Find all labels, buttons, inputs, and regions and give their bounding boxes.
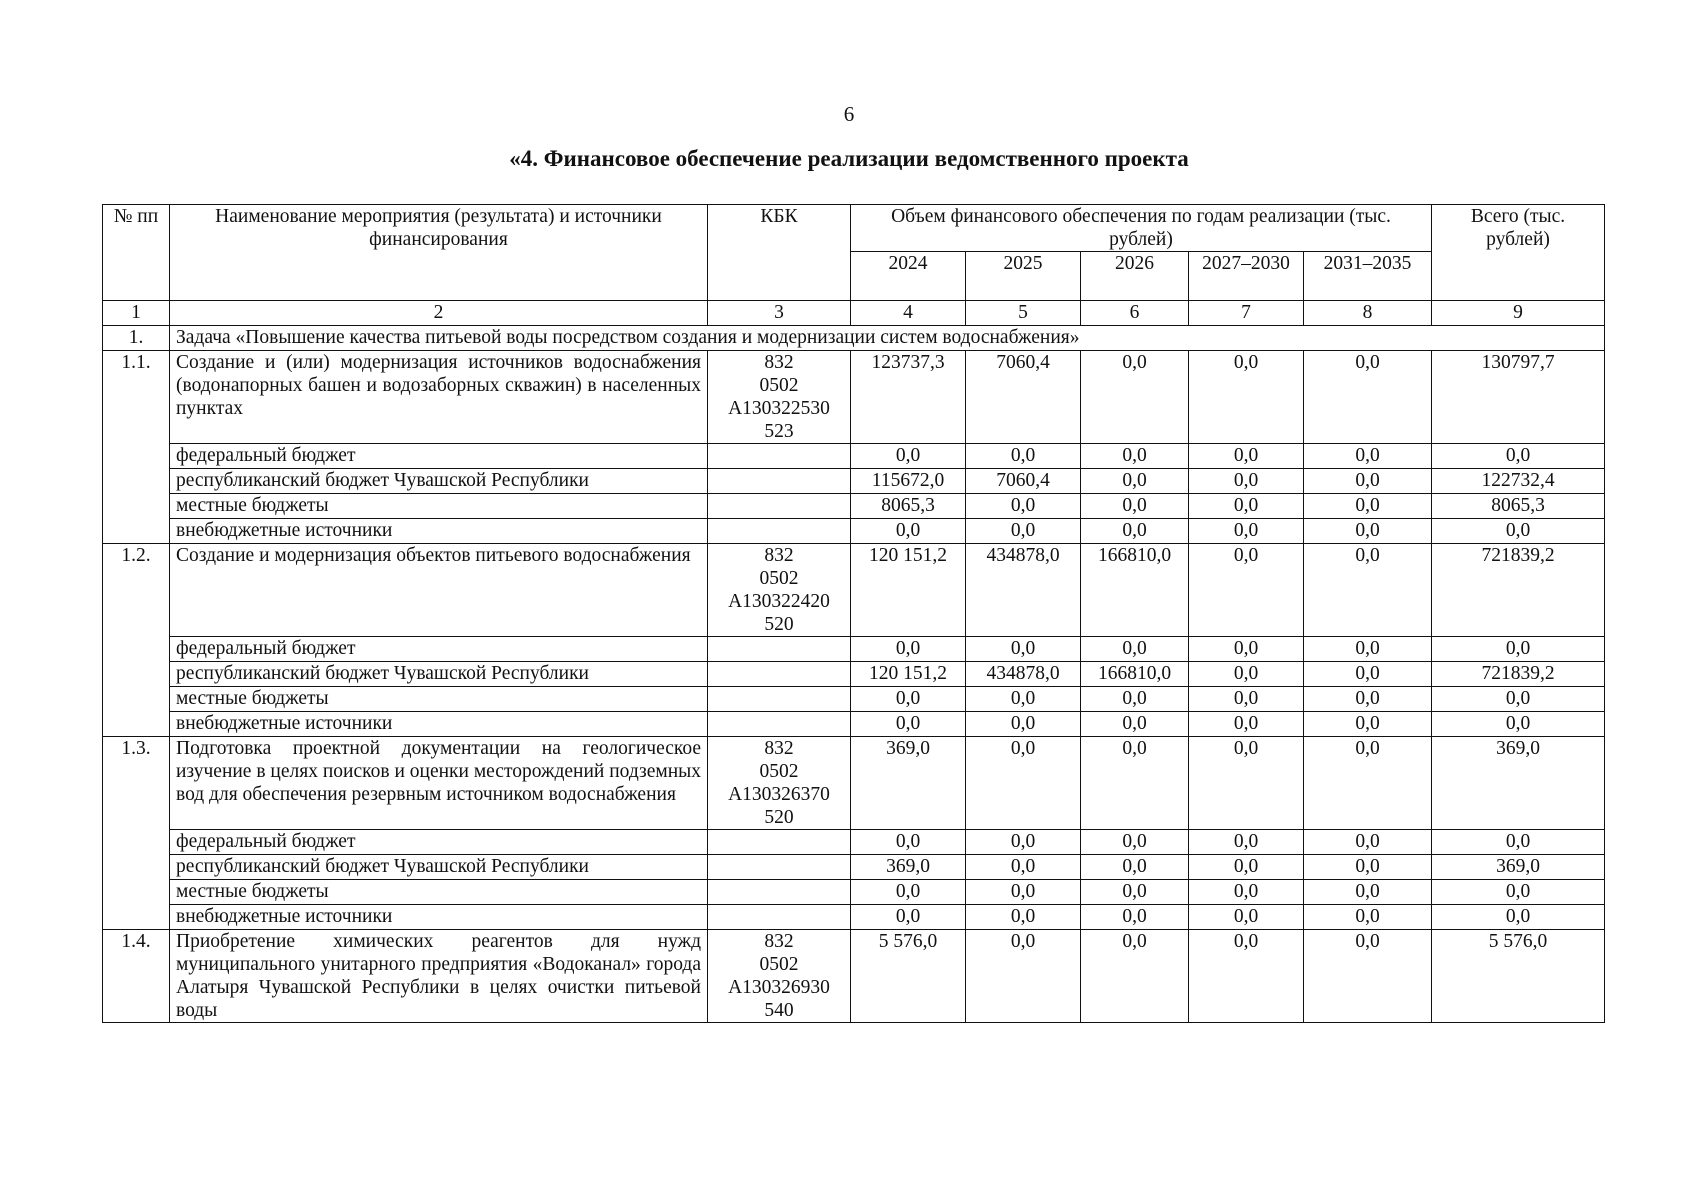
source-total: 0,0: [1432, 687, 1605, 712]
page-number: 6: [843, 102, 855, 126]
column-numbering-row: [103, 301, 1605, 326]
source-name: федеральный бюджет: [170, 444, 708, 469]
source-value: 0,0: [1189, 855, 1304, 880]
measure-number: 1.1.: [103, 351, 170, 544]
source-value: 0,0: [966, 880, 1081, 905]
source-value: 0,0: [1304, 662, 1432, 687]
measure-row: [103, 351, 1605, 444]
source-value: 0,0: [1189, 905, 1304, 930]
measure-row: [103, 737, 1605, 830]
source-value: 0,0: [966, 637, 1081, 662]
kbk-line: 832: [764, 738, 794, 759]
source-value: 0,0: [851, 444, 966, 469]
source-name: республиканский бюджет Чувашской Республики: [170, 855, 708, 880]
source-row: [103, 880, 1605, 905]
source-row: [103, 905, 1605, 930]
source-value: 0,0: [966, 905, 1081, 930]
source-total: 0,0: [1432, 905, 1605, 930]
source-value: 0,0: [1189, 712, 1304, 737]
source-kbk: [708, 687, 851, 712]
measure-value: 0,0: [1304, 737, 1432, 830]
task-number: 1.: [103, 326, 170, 351]
source-value: 0,0: [1304, 444, 1432, 469]
measure-value: 0,0: [1189, 930, 1304, 1023]
kbk-line: 0502: [759, 761, 799, 782]
measure-kbk: [708, 544, 851, 637]
source-row: [103, 444, 1605, 469]
source-value: 8065,3: [851, 494, 966, 519]
source-value: 166810,0: [1081, 662, 1189, 687]
source-kbk: [708, 469, 851, 494]
source-value: 0,0: [966, 494, 1081, 519]
column-number: 9: [1432, 301, 1605, 326]
measure-value: 120 151,2: [851, 544, 966, 637]
header-col-no: № пп: [103, 205, 170, 301]
source-value: 0,0: [1189, 687, 1304, 712]
measure-total: 5 576,0: [1432, 930, 1605, 1023]
source-total: 0,0: [1432, 444, 1605, 469]
source-kbk: [708, 855, 851, 880]
task-row: [103, 326, 1605, 351]
column-number: 4: [851, 301, 966, 326]
header-year: 2031–2035: [1304, 252, 1432, 301]
measure-total: 721839,2: [1432, 544, 1605, 637]
source-value: 0,0: [1189, 444, 1304, 469]
source-value: 0,0: [1304, 905, 1432, 930]
kbk-line: 523: [764, 421, 794, 442]
kbk-line: 540: [764, 1000, 794, 1021]
page-title: «4. Финансовое обеспечение реализации ведомственного проекта: [509, 146, 1189, 171]
source-name: республиканский бюджет Чувашской Республики: [170, 662, 708, 687]
source-value: 0,0: [1081, 687, 1189, 712]
source-kbk: [708, 662, 851, 687]
measure-name: Приобретение химических реагентов для нужд муниципального унитарного предприятия «Водоканал» города Алатыря Чувашской Республики в целях очистки питьевой воды: [170, 930, 708, 1023]
measure-row: [103, 930, 1605, 1023]
source-value: 0,0: [1081, 494, 1189, 519]
source-value: 0,0: [1189, 494, 1304, 519]
table-body: [103, 205, 1605, 1023]
source-value: 0,0: [851, 712, 966, 737]
source-value: 0,0: [1189, 469, 1304, 494]
source-value: 0,0: [851, 687, 966, 712]
column-number: 7: [1189, 301, 1304, 326]
source-name: внебюджетные источники: [170, 905, 708, 930]
source-kbk: [708, 494, 851, 519]
source-value: 0,0: [1081, 519, 1189, 544]
source-value: 0,0: [1304, 880, 1432, 905]
source-value: 0,0: [1189, 519, 1304, 544]
source-kbk: [708, 712, 851, 737]
financing-table: [102, 204, 1605, 1023]
measure-value: 5 576,0: [851, 930, 966, 1023]
measure-name: Подготовка проектной документации на геологическое изучение в целях поисков и оценки месторождений подземных вод для обеспечения резервным источником водоснабжения: [170, 737, 708, 830]
source-value: 0,0: [1304, 712, 1432, 737]
source-row: [103, 855, 1605, 880]
kbk-line: А130322420: [728, 591, 830, 612]
measure-value: 0,0: [1304, 351, 1432, 444]
measure-name: Создание и модернизация объектов питьевого водоснабжения: [170, 544, 708, 637]
measure-name: Создание и (или) модернизация источников водоснабжения (водонапорных башен и водозаборных скважин) в населенных пунктах: [170, 351, 708, 444]
source-value: 0,0: [966, 687, 1081, 712]
source-name: республиканский бюджет Чувашской Республики: [170, 469, 708, 494]
source-value: 0,0: [1304, 469, 1432, 494]
column-number: 3: [708, 301, 851, 326]
source-name: внебюджетные источники: [170, 519, 708, 544]
source-name: внебюджетные источники: [170, 712, 708, 737]
source-kbk: [708, 637, 851, 662]
header-year: 2024: [851, 252, 966, 301]
measure-value: 0,0: [1081, 737, 1189, 830]
source-value: 0,0: [1304, 519, 1432, 544]
kbk-line: А130322530: [728, 398, 830, 419]
source-value: 0,0: [966, 855, 1081, 880]
source-value: 0,0: [1189, 880, 1304, 905]
source-value: 0,0: [966, 519, 1081, 544]
measure-kbk: [708, 737, 851, 830]
source-row: [103, 687, 1605, 712]
column-number: 1: [103, 301, 170, 326]
source-value: 0,0: [851, 880, 966, 905]
source-value: 115672,0: [851, 469, 966, 494]
source-total: 0,0: [1432, 637, 1605, 662]
measure-value: 0,0: [1189, 544, 1304, 637]
source-kbk: [708, 830, 851, 855]
source-value: 0,0: [1081, 880, 1189, 905]
source-value: 0,0: [851, 905, 966, 930]
source-row: [103, 519, 1605, 544]
measure-number: 1.4.: [103, 930, 170, 1023]
header-year: 2025: [966, 252, 1081, 301]
source-row: [103, 637, 1605, 662]
column-number: 2: [170, 301, 708, 326]
source-name: местные бюджеты: [170, 880, 708, 905]
source-value: 120 151,2: [851, 662, 966, 687]
measure-total: 369,0: [1432, 737, 1605, 830]
measure-value: 0,0: [1304, 930, 1432, 1023]
source-value: 0,0: [1081, 905, 1189, 930]
kbk-line: 520: [764, 807, 794, 828]
source-total: 0,0: [1432, 519, 1605, 544]
source-row: [103, 494, 1605, 519]
header-year: 2026: [1081, 252, 1189, 301]
source-value: 0,0: [1081, 637, 1189, 662]
kbk-line: 0502: [759, 375, 799, 396]
source-total: 369,0: [1432, 855, 1605, 880]
source-value: 0,0: [966, 444, 1081, 469]
source-kbk: [708, 905, 851, 930]
kbk-line: А130326370: [728, 784, 830, 805]
source-value: 0,0: [1081, 712, 1189, 737]
source-value: 0,0: [1081, 830, 1189, 855]
header-col-kbk: КБК: [708, 205, 851, 301]
source-value: 0,0: [1304, 830, 1432, 855]
source-name: федеральный бюджет: [170, 637, 708, 662]
source-value: 7060,4: [966, 469, 1081, 494]
source-total: 0,0: [1432, 880, 1605, 905]
measure-value: 0,0: [966, 930, 1081, 1023]
measure-value: 166810,0: [1081, 544, 1189, 637]
measure-total: 130797,7: [1432, 351, 1605, 444]
kbk-line: 520: [764, 614, 794, 635]
source-name: местные бюджеты: [170, 494, 708, 519]
source-name: федеральный бюджет: [170, 830, 708, 855]
source-value: 0,0: [966, 712, 1081, 737]
source-total: 0,0: [1432, 830, 1605, 855]
source-kbk: [708, 444, 851, 469]
source-value: 0,0: [851, 519, 966, 544]
kbk-line: 0502: [759, 568, 799, 589]
kbk-line: 0502: [759, 954, 799, 975]
header-col-volume: Объем финансового обеспечения по годам реализации (тыс. рублей): [851, 205, 1432, 252]
source-row: [103, 830, 1605, 855]
source-value: 369,0: [851, 855, 966, 880]
header-col-name: Наименование мероприятия (результата) и источники финансирования: [170, 205, 708, 301]
measure-kbk: [708, 351, 851, 444]
measure-number: 1.3.: [103, 737, 170, 930]
measure-value: 0,0: [966, 737, 1081, 830]
column-number: 5: [966, 301, 1081, 326]
measure-value: 0,0: [1304, 544, 1432, 637]
source-value: 0,0: [1189, 662, 1304, 687]
source-value: 0,0: [1304, 637, 1432, 662]
source-value: 0,0: [1189, 637, 1304, 662]
source-value: 0,0: [1081, 469, 1189, 494]
measure-value: 0,0: [1081, 351, 1189, 444]
source-name: местные бюджеты: [170, 687, 708, 712]
header-year: 2027–2030: [1189, 252, 1304, 301]
task-text: Задача «Повышение качества питьевой воды посредством создания и модернизации систем водоснабжения»: [170, 326, 1605, 351]
measure-kbk: [708, 930, 851, 1023]
measure-row: [103, 544, 1605, 637]
source-total: 122732,4: [1432, 469, 1605, 494]
source-row: [103, 712, 1605, 737]
source-value: 0,0: [1304, 494, 1432, 519]
source-value: 434878,0: [966, 662, 1081, 687]
measure-value: 0,0: [1081, 930, 1189, 1023]
measure-value: 7060,4: [966, 351, 1081, 444]
source-value: 0,0: [851, 637, 966, 662]
kbk-line: 832: [764, 352, 794, 373]
source-kbk: [708, 519, 851, 544]
source-total: 8065,3: [1432, 494, 1605, 519]
measure-value: 0,0: [1189, 351, 1304, 444]
column-number: 6: [1081, 301, 1189, 326]
source-total: 721839,2: [1432, 662, 1605, 687]
source-value: 0,0: [1081, 444, 1189, 469]
source-value: 0,0: [1189, 830, 1304, 855]
measure-value: 434878,0: [966, 544, 1081, 637]
source-kbk: [708, 880, 851, 905]
source-value: 0,0: [1304, 687, 1432, 712]
kbk-line: 832: [764, 545, 794, 566]
measure-value: 369,0: [851, 737, 966, 830]
column-number: 8: [1304, 301, 1432, 326]
header-col-total: Всего (тыс. рублей): [1432, 205, 1605, 301]
measure-value: 0,0: [1189, 737, 1304, 830]
source-value: 0,0: [966, 830, 1081, 855]
source-value: 0,0: [1304, 855, 1432, 880]
source-total: 0,0: [1432, 712, 1605, 737]
source-value: 0,0: [851, 830, 966, 855]
kbk-line: А130326930: [728, 977, 830, 998]
header-row: [103, 205, 1605, 252]
measure-number: 1.2.: [103, 544, 170, 737]
measure-value: 123737,3: [851, 351, 966, 444]
source-row: [103, 469, 1605, 494]
source-value: 0,0: [1081, 855, 1189, 880]
kbk-line: 832: [764, 931, 794, 952]
source-row: [103, 662, 1605, 687]
